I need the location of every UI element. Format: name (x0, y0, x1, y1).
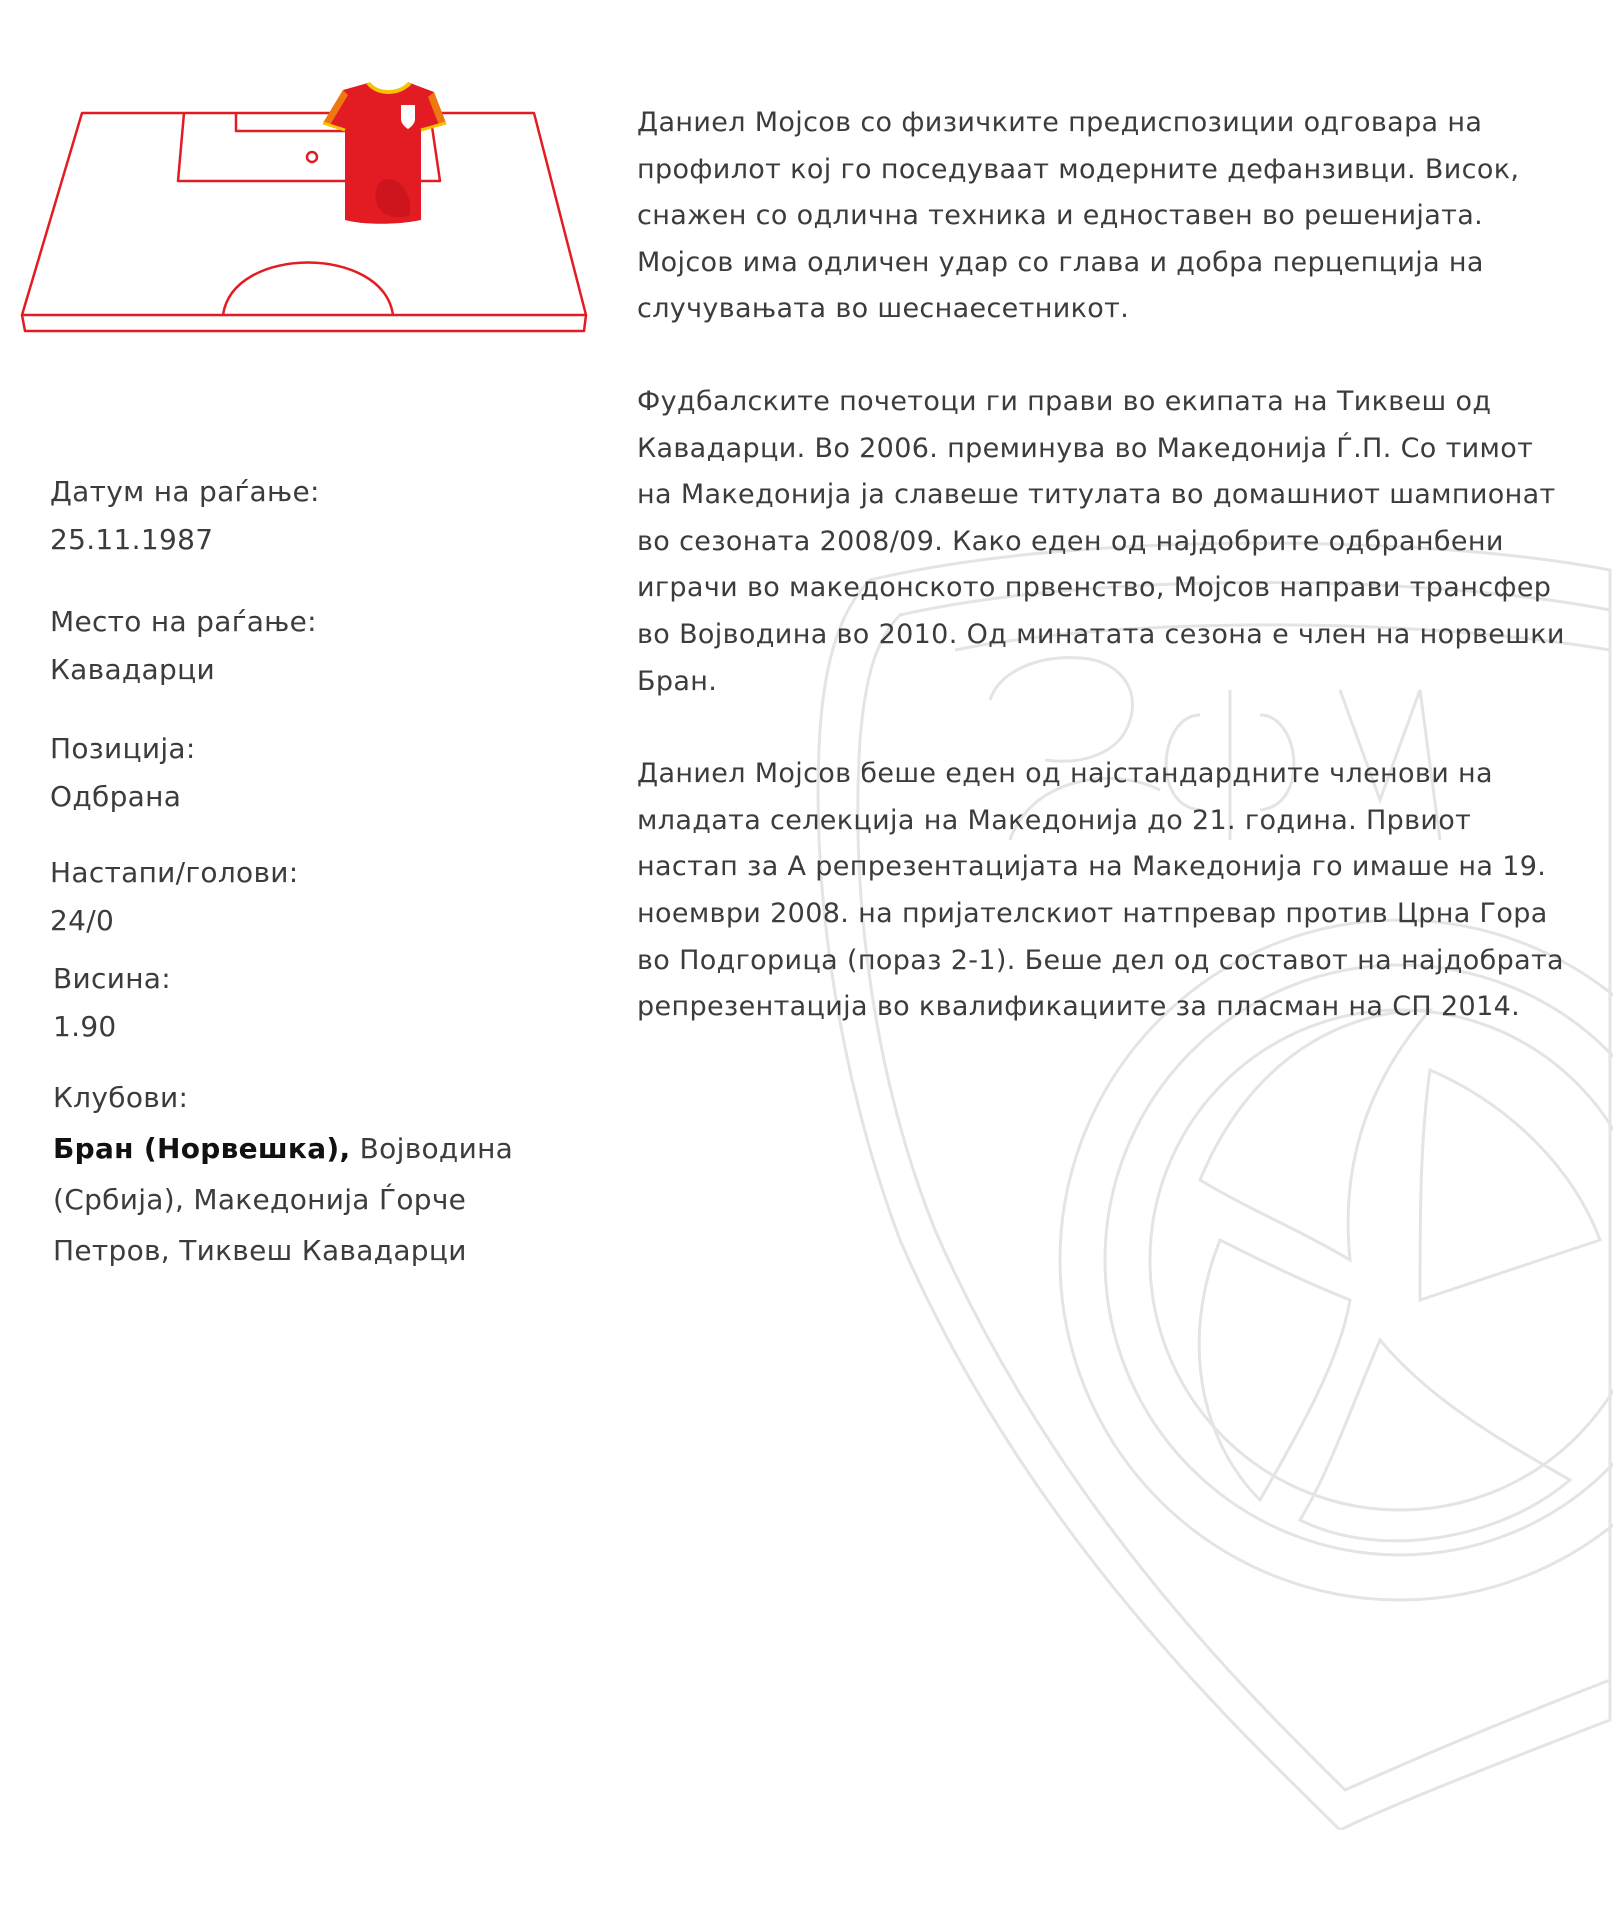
jersey-icon (323, 83, 446, 224)
caps-goals-value: 24/0 (50, 904, 115, 937)
birth-date-label: Датум на раѓање: (50, 475, 320, 508)
height-label: Висина: (53, 962, 171, 995)
pitch-outline (22, 113, 586, 315)
position-value: Одбрана (50, 780, 182, 813)
caps-goals (50, 849, 299, 945)
pitch-front-edge (22, 315, 586, 331)
birth-place-value: Кавадарци (50, 653, 215, 686)
height-value: 1.90 (53, 1010, 117, 1043)
clubs-heading (53, 1074, 188, 1122)
bio-paragraph: Даниел Мојсов со физичките предиспозиции одговара на профилот кој го поседуваат модерните дефанзивци. Висок, снажен со одлична техника и едноставен во решенијата. Мојсов има одличен удар со глава и добра перцепција на случувањата во шеснаесетникот. (637, 107, 1520, 325)
position-label: Позиција: (50, 732, 196, 765)
clubs-list (53, 1123, 523, 1276)
caps-goals-label: Настапи/голови: (50, 856, 299, 889)
center-circle-arc (223, 263, 393, 316)
pitch-position-graphic (18, 75, 598, 335)
penalty-spot (307, 152, 317, 162)
current-club: Бран (Норвешка), (53, 1132, 351, 1165)
height (53, 955, 171, 1051)
bio-paragraph: Фудбалските почетоци ги прави во екипата на Тиквеш од Кавадарци. Во 2006. преминува во Македонија Ѓ.П. Со тимот на Македонија ја славеше титулата во домашниот шампионат во сезоната 2008/09. Како еден од најдобрите одбранбени играчи во македонското првенство, Мојсов направи трансфер во Војводина во 2010. Од минатата сезона е член на норвешки Бран. (637, 385, 1565, 697)
clubs-label: Клубови: (53, 1081, 189, 1114)
birth-place (50, 598, 317, 694)
bio-paragraph: Даниел Мојсов беше еден од најстандардните членови на младата селекција на Македонија до 21. година. Првиот настап за А репрезентацијата на Македонија го имаше на 19. ноември 2008. на пријателскиот натпревар против Црна Гора во Подгорица (пораз 2-1). Беше дел од составот на најдобрата репрезентација во квалификациите за пласман на СП 2014. (637, 758, 1564, 1023)
player-biography (637, 100, 1577, 1077)
other-clubs: Војводина (Србија), Македонија Ѓорче Петров, Тиквеш Кавадарци (53, 1132, 514, 1267)
position (50, 725, 196, 821)
birth-date (50, 468, 320, 564)
birth-place-label: Место на раѓање: (50, 605, 317, 638)
birth-date-value: 25.11.1987 (50, 523, 214, 556)
